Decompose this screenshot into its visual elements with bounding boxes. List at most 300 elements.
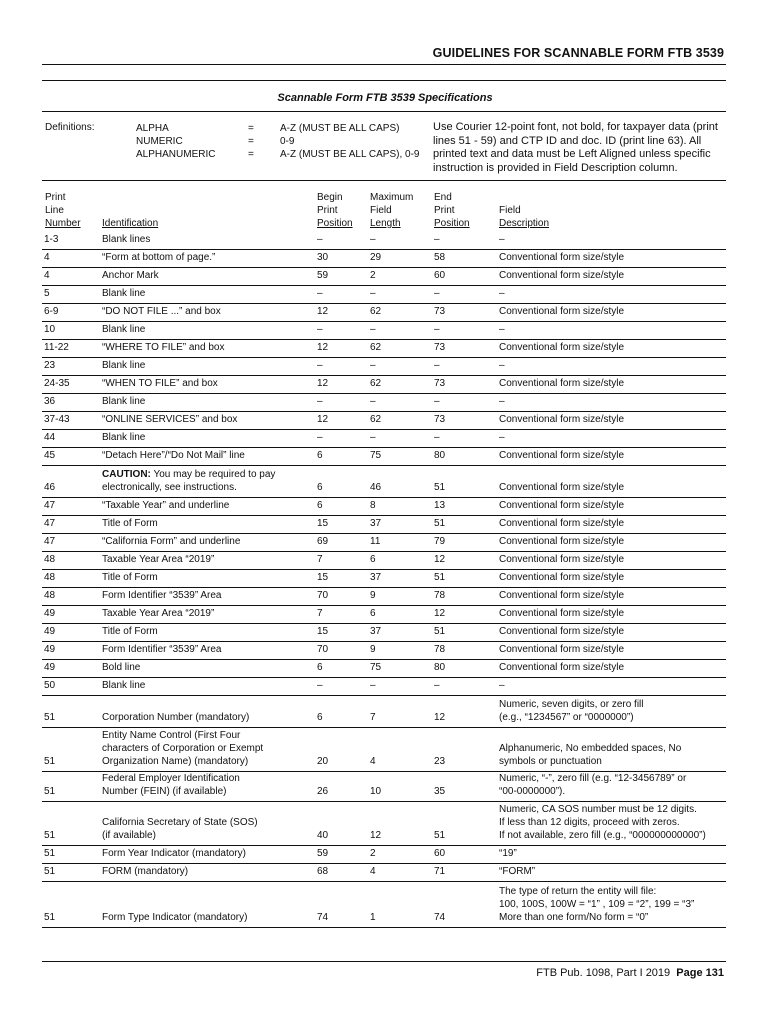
- identification: [102, 377, 218, 390]
- field-description: [499, 865, 535, 878]
- maximum-field-length: –: [370, 360, 376, 371]
- field-description-line: 100, 100S, 100W = “1” , 109 = “2”, 199 = “3”: [499, 899, 695, 910]
- begin-print-position: 70: [317, 590, 329, 601]
- identification-line: “Detach Here”/“Do Not Mail” line: [102, 450, 245, 461]
- maximum-field-length: 37: [370, 572, 382, 583]
- identification-line: “WHERE TO FILE” and box: [102, 342, 225, 353]
- end-print-position: –: [434, 680, 440, 691]
- print-line-number: 49: [44, 662, 56, 673]
- column-header-text: End: [434, 192, 452, 203]
- field-description-line: Conventional form size/style: [499, 414, 625, 425]
- maximum-field-length: –: [370, 432, 376, 443]
- begin-print-position: 15: [317, 626, 329, 637]
- equals-sign: =: [248, 123, 254, 134]
- field-description-line: Conventional form size/style: [499, 626, 625, 637]
- column-header-text: Field: [370, 205, 392, 216]
- print-line-number: 51: [44, 786, 56, 797]
- identification: [102, 643, 222, 656]
- begin-print-position: 69: [317, 536, 329, 547]
- end-print-position: 78: [434, 644, 446, 655]
- field-description-line: Conventional form size/style: [499, 450, 625, 461]
- end-print-position: 51: [434, 626, 446, 637]
- identification: [102, 607, 214, 620]
- identification-line: Bold line: [102, 662, 141, 673]
- field-description: [499, 553, 624, 566]
- identification-line: Blank line: [102, 288, 146, 299]
- publication-label: FTB Pub. 1098, Part I 2019: [536, 967, 671, 979]
- maximum-field-length: 10: [370, 786, 382, 797]
- maximum-field-length: –: [370, 324, 376, 335]
- field-description: [499, 643, 624, 656]
- identification-line: “WHEN TO FILE” and box: [102, 378, 218, 389]
- maximum-field-length: 62: [370, 342, 382, 353]
- table-row: [42, 339, 726, 358]
- field-description: [499, 803, 706, 842]
- print-line-number: 48: [44, 590, 56, 601]
- begin-print-position: 15: [317, 518, 329, 529]
- end-print-position: –: [434, 360, 440, 371]
- print-line-number: 4: [44, 252, 50, 263]
- identification: [102, 305, 221, 318]
- maximum-field-length: 6: [370, 554, 376, 565]
- field-description-line: Conventional form size/style: [499, 342, 625, 353]
- field-description: [499, 535, 624, 548]
- print-line-number: 51: [44, 756, 56, 767]
- begin-print-position: 59: [317, 270, 329, 281]
- column-header-print-line: [45, 191, 81, 230]
- begin-print-position: 70: [317, 644, 329, 655]
- page-number: Page 131: [676, 967, 724, 979]
- field-description: [499, 305, 624, 318]
- field-description: [499, 341, 624, 354]
- column-header-begin-position: [317, 191, 353, 230]
- field-description-line: symbols or punctuation: [499, 756, 602, 767]
- print-line-number: 1-3: [44, 234, 59, 245]
- column-header-text: Line: [45, 205, 64, 216]
- print-line-number: 5: [44, 288, 50, 299]
- field-description-line: More than one form/No form = “0”: [499, 912, 649, 923]
- table-row: [42, 393, 726, 412]
- table-row: [42, 285, 726, 304]
- table-row: [42, 447, 726, 466]
- definition-value: A-Z (MUST BE ALL CAPS): [280, 123, 400, 134]
- table-row: [42, 587, 726, 606]
- identification: [102, 711, 249, 724]
- table-row: [42, 267, 726, 286]
- maximum-field-length: 29: [370, 252, 382, 263]
- field-description: [499, 679, 505, 692]
- print-line-number: 37-43: [44, 414, 70, 425]
- field-description-line: –: [499, 680, 505, 691]
- identification-line: Number (FEIN) (if available): [102, 786, 227, 797]
- print-line-number: 51: [44, 866, 56, 877]
- print-line-number: 49: [44, 608, 56, 619]
- table-row: [42, 641, 726, 660]
- print-line-number: 47: [44, 518, 56, 529]
- specifications-subtitle: Scannable Form FTB 3539 Specifications: [277, 92, 493, 104]
- begin-print-position: 12: [317, 342, 329, 353]
- field-description-line: –: [499, 396, 505, 407]
- end-print-position: 60: [434, 270, 446, 281]
- field-description-line: Alphanumeric, No embedded spaces, No: [499, 743, 682, 754]
- field-description-line: Conventional form size/style: [499, 518, 625, 529]
- table-row: [42, 533, 726, 552]
- begin-print-position: 12: [317, 378, 329, 389]
- table-row: [42, 303, 726, 322]
- end-print-position: –: [434, 396, 440, 407]
- field-description: [499, 251, 624, 264]
- identification-line: “Form at bottom of page.”: [102, 252, 216, 263]
- print-line-number: 47: [44, 536, 56, 547]
- field-description-line: The type of return the entity will file:: [499, 886, 657, 897]
- definition-values: [280, 122, 419, 161]
- definition-value: A-Z (MUST BE ALL CAPS), 0-9: [280, 149, 420, 160]
- identification-line: Federal Employer Identification: [102, 773, 240, 784]
- maximum-field-length: 9: [370, 644, 376, 655]
- field-description-line: Conventional form size/style: [499, 536, 625, 547]
- begin-print-position: 12: [317, 414, 329, 425]
- identification: [102, 625, 158, 638]
- print-line-number: 49: [44, 626, 56, 637]
- begin-print-position: 40: [317, 830, 329, 841]
- print-line-number: 46: [44, 482, 56, 493]
- begin-print-position: –: [317, 360, 323, 371]
- field-description-line: Numeric, seven digits, or zero fill: [499, 699, 644, 710]
- identification-line: Blank line: [102, 680, 146, 691]
- begin-print-position: –: [317, 324, 323, 335]
- table-row: [42, 727, 726, 772]
- end-print-position: 73: [434, 414, 446, 425]
- identification-line: Blank line: [102, 360, 146, 371]
- column-header-text: Length: [370, 218, 401, 229]
- field-description: [499, 625, 624, 638]
- begin-print-position: 15: [317, 572, 329, 583]
- field-description-line: Conventional form size/style: [499, 644, 625, 655]
- column-header-text: Position: [317, 218, 353, 229]
- table-row: [42, 411, 726, 430]
- print-line-number: 48: [44, 572, 56, 583]
- begin-print-position: 6: [317, 482, 323, 493]
- print-line-number: 50: [44, 680, 56, 691]
- end-print-position: 12: [434, 608, 446, 619]
- table-row: [42, 357, 726, 376]
- begin-print-position: 74: [317, 912, 329, 923]
- field-description-line: Conventional form size/style: [499, 590, 625, 601]
- table-row: [42, 569, 726, 588]
- identification-line: Blank lines: [102, 234, 151, 245]
- identification: [102, 535, 240, 548]
- print-line-number: 45: [44, 450, 56, 461]
- page-footer: [536, 967, 724, 979]
- column-header-text: Position: [434, 218, 470, 229]
- field-description: [499, 499, 624, 512]
- table-row: [42, 515, 726, 534]
- maximum-field-length: 46: [370, 482, 382, 493]
- identification-line: Organization Name) (mandatory): [102, 756, 249, 767]
- identification: [102, 571, 158, 584]
- identification-line: Taxable Year Area “2019”: [102, 554, 215, 565]
- end-print-position: 51: [434, 518, 446, 529]
- table-row: [42, 551, 726, 570]
- end-print-position: 73: [434, 342, 446, 353]
- table-row: [42, 623, 726, 642]
- end-print-position: 79: [434, 536, 446, 547]
- maximum-field-length: 37: [370, 626, 382, 637]
- identification-line: Entity Name Control (First Four: [102, 730, 241, 741]
- identification: [102, 553, 214, 566]
- identification-line: Blank line: [102, 396, 146, 407]
- field-description: [499, 395, 505, 408]
- begin-print-position: 26: [317, 786, 329, 797]
- column-header-text: Identification: [102, 218, 159, 229]
- end-print-position: 74: [434, 912, 446, 923]
- end-print-position: 51: [434, 572, 446, 583]
- identification-line: Form Identifier “3539” Area: [102, 644, 222, 655]
- print-line-number: 11-22: [44, 342, 69, 353]
- print-line-number: 51: [44, 712, 56, 723]
- maximum-field-length: –: [370, 288, 376, 299]
- begin-print-position: 59: [317, 848, 329, 859]
- field-description-line: –: [499, 432, 505, 443]
- field-description: [499, 589, 624, 602]
- definition-value: 0-9: [280, 136, 295, 147]
- print-line-number: 48: [44, 554, 56, 565]
- identification: [102, 395, 145, 408]
- identification: [102, 233, 150, 246]
- end-print-position: 23: [434, 756, 446, 767]
- identification-line: “DO NOT FILE ...” and box: [102, 306, 221, 317]
- identification: [102, 911, 247, 924]
- field-description-line: Numeric, CA SOS number must be 12 digits.: [499, 804, 697, 815]
- identification: [102, 589, 222, 602]
- identification-line: Form Identifier “3539” Area: [102, 590, 222, 601]
- print-line-number: 51: [44, 912, 56, 923]
- begin-print-position: 20: [317, 756, 329, 767]
- field-description-line: Conventional form size/style: [499, 572, 625, 583]
- definitions-label: Definitions:: [45, 122, 95, 133]
- print-line-number: 51: [44, 848, 56, 859]
- maximum-field-length: –: [370, 396, 376, 407]
- print-line-number: 23: [44, 360, 56, 371]
- print-line-number: 44: [44, 432, 56, 443]
- identification-line: California Secretary of State (SOS): [102, 817, 258, 828]
- identification: [102, 517, 158, 530]
- definitions-bottom-rule: [42, 180, 726, 181]
- identification: [102, 431, 145, 444]
- font-instructions-note: Use Courier 12-point font, not bold, for taxpayer data (print lines 51 - 59) and CTP ID and doc. ID (print line 63). All printed text and data must be Left Aligned unless specific instruction is provided in Field Description column.: [433, 121, 718, 174]
- end-print-position: 58: [434, 252, 446, 263]
- identification-line: Title of Form: [102, 518, 158, 529]
- maximum-field-length: 62: [370, 378, 382, 389]
- column-header-field-description: [499, 191, 549, 230]
- begin-print-position: –: [317, 396, 323, 407]
- maximum-field-length: 2: [370, 848, 376, 859]
- identification: [102, 865, 188, 878]
- column-header-text: Print: [434, 205, 455, 216]
- table-row: [42, 231, 726, 250]
- end-print-position: –: [434, 432, 440, 443]
- print-line-number: 6-9: [44, 306, 59, 317]
- maximum-field-length: 8: [370, 500, 376, 511]
- begin-print-position: –: [317, 234, 323, 245]
- identification: [102, 729, 263, 768]
- field-description: [499, 431, 505, 444]
- identification: [102, 413, 237, 426]
- begin-print-position: –: [317, 680, 323, 691]
- begin-print-position: 30: [317, 252, 329, 263]
- identification: [102, 359, 145, 372]
- end-print-position: 80: [434, 450, 446, 461]
- field-description-line: Conventional form size/style: [499, 252, 625, 263]
- definition-types: [136, 122, 215, 161]
- begin-print-position: –: [317, 432, 323, 443]
- table-row: [42, 465, 726, 498]
- identification-line: Blank line: [102, 324, 146, 335]
- field-description-line: “FORM”: [499, 866, 536, 877]
- begin-print-position: 6: [317, 712, 323, 723]
- column-header-end-position: [434, 191, 470, 230]
- begin-print-position: 12: [317, 306, 329, 317]
- maximum-field-length: 75: [370, 662, 382, 673]
- end-print-position: 35: [434, 786, 446, 797]
- table-row: [42, 321, 726, 340]
- begin-print-position: 6: [317, 450, 323, 461]
- identification-line: (if available): [102, 830, 156, 841]
- begin-print-position: 6: [317, 662, 323, 673]
- field-description: [499, 359, 505, 372]
- maximum-field-length: 1: [370, 912, 376, 923]
- table-row: [42, 375, 726, 394]
- identification: [102, 251, 215, 264]
- begin-print-position: –: [317, 288, 323, 299]
- identification: [102, 499, 229, 512]
- print-line-number: 4: [44, 270, 50, 281]
- maximum-field-length: 4: [370, 866, 376, 877]
- field-description-line: Numeric, “-”, zero fill (e.g. “12-3456789” or: [499, 773, 687, 784]
- end-print-position: 73: [434, 378, 446, 389]
- field-description-line: Conventional form size/style: [499, 608, 625, 619]
- maximum-field-length: 4: [370, 756, 376, 767]
- end-print-position: 51: [434, 482, 446, 493]
- subtitle-top-rule: [42, 80, 726, 81]
- identification-line: “ONLINE SERVICES” and box: [102, 414, 238, 425]
- maximum-field-length: 2: [370, 270, 376, 281]
- print-line-number: 49: [44, 644, 56, 655]
- maximum-field-length: 9: [370, 590, 376, 601]
- field-description: [499, 233, 505, 246]
- field-description-line: “00-0000000”).: [499, 786, 566, 797]
- field-description-line: –: [499, 360, 505, 371]
- subtitle-bottom-rule: [42, 111, 726, 112]
- end-print-position: 78: [434, 590, 446, 601]
- table-row: [42, 605, 726, 624]
- field-description-line: Conventional form size/style: [499, 554, 625, 565]
- field-description: [499, 742, 681, 768]
- end-print-position: 80: [434, 662, 446, 673]
- field-description: [499, 413, 624, 426]
- definition-type: ALPHA: [136, 123, 169, 134]
- field-description: [499, 449, 624, 462]
- identification: [102, 323, 145, 336]
- table-row: [42, 249, 726, 268]
- end-print-position: 51: [434, 830, 446, 841]
- field-description-line: –: [499, 288, 505, 299]
- identification-line: “California Form” and underline: [102, 536, 241, 547]
- identification-line: FORM (mandatory): [102, 866, 189, 877]
- maximum-field-length: 75: [370, 450, 382, 461]
- maximum-field-length: 37: [370, 518, 382, 529]
- identification-line: Form Year Indicator (mandatory): [102, 848, 246, 859]
- identification: [102, 772, 240, 798]
- column-header-text: Maximum: [370, 192, 414, 203]
- field-description: [499, 481, 624, 494]
- column-header-text: Print: [45, 192, 66, 203]
- end-print-position: 60: [434, 848, 446, 859]
- identification: [102, 816, 258, 842]
- table-row: [42, 497, 726, 516]
- print-line-number: 47: [44, 500, 56, 511]
- begin-print-position: 6: [317, 500, 323, 511]
- equals-sign: =: [248, 149, 254, 160]
- end-print-position: 12: [434, 554, 446, 565]
- table-row: [42, 845, 726, 864]
- end-print-position: 12: [434, 712, 446, 723]
- caution-label: CAUTION:: [102, 469, 151, 480]
- table-row: [42, 429, 726, 448]
- maximum-field-length: 6: [370, 608, 376, 619]
- field-description-line: Conventional form size/style: [499, 270, 625, 281]
- table-row: [42, 677, 726, 696]
- maximum-field-length: 62: [370, 414, 382, 425]
- end-print-position: 71: [434, 866, 446, 877]
- table-row: [42, 695, 726, 728]
- column-header-identification: [102, 191, 158, 230]
- maximum-field-length: 7: [370, 712, 376, 723]
- identification-line: Blank line: [102, 432, 146, 443]
- field-description-line: “19”: [499, 848, 517, 859]
- field-description: [499, 607, 624, 620]
- identification: [102, 269, 159, 282]
- header-rule: [42, 64, 726, 65]
- field-description-line: If less than 12 digits, proceed with zeros.: [499, 817, 680, 828]
- identification-line: Title of Form: [102, 626, 158, 637]
- end-print-position: 13: [434, 500, 446, 511]
- field-description-line: –: [499, 234, 505, 245]
- definition-type: NUMERIC: [136, 136, 183, 147]
- page-header-title: GUIDELINES FOR SCANNABLE FORM FTB 3539: [432, 46, 724, 60]
- identification: [102, 341, 224, 354]
- end-print-position: –: [434, 288, 440, 299]
- maximum-field-length: 62: [370, 306, 382, 317]
- field-description-line: Conventional form size/style: [499, 306, 625, 317]
- print-line-number: 24-35: [44, 378, 70, 389]
- field-description: [499, 287, 505, 300]
- identification-line: Form Type Indicator (mandatory): [102, 912, 248, 923]
- field-description: [499, 885, 694, 924]
- column-header-text: Field: [499, 205, 521, 216]
- identification-line: Taxable Year Area “2019”: [102, 608, 215, 619]
- definition-equals: [248, 122, 254, 161]
- identification-line: Corporation Number (mandatory): [102, 712, 250, 723]
- identification-line: [102, 468, 275, 481]
- field-description: [499, 517, 624, 530]
- maximum-field-length: –: [370, 680, 376, 691]
- identification: [102, 661, 140, 674]
- identification: [102, 449, 245, 462]
- column-header-text: Number: [45, 218, 81, 229]
- equals-sign: =: [248, 136, 254, 147]
- identification-line: characters of Corporation or Exempt: [102, 743, 264, 754]
